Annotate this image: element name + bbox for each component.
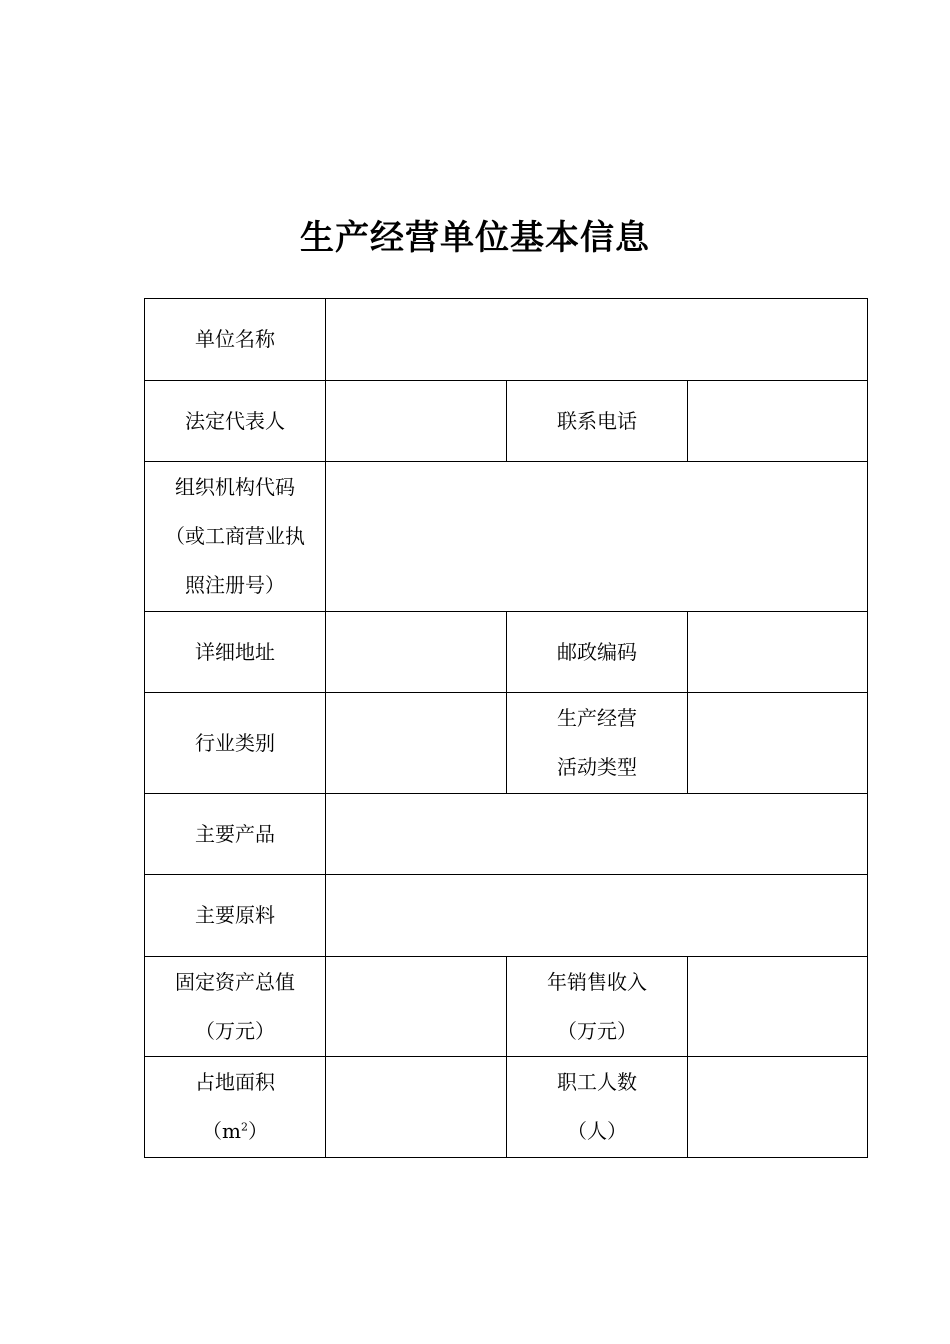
label-org-code-line2: （或工商营业执 (165, 524, 305, 548)
label-employees-line2: （人） (567, 1119, 627, 1143)
label-employees-line1: 职工人数 (557, 1070, 637, 1094)
label-org-code-line3: 照注册号） (185, 573, 285, 597)
label-postal-code: 邮政编码 (507, 612, 688, 693)
label-fixed-assets-line1: 固定资产总值 (175, 969, 295, 994)
field-employees[interactable] (688, 1057, 868, 1158)
label-area-line2 (145, 1107, 325, 1156)
field-main-materials[interactable] (326, 875, 868, 957)
label-activity-type-line1: 生产经营 (557, 706, 637, 730)
label-area-unit-sup: 2 (240, 1120, 248, 1134)
label-main-materials: 主要原料 (145, 875, 326, 957)
label-org-code (145, 462, 326, 612)
label-area-unit-post: ） (247, 1119, 268, 1143)
label-fixed-assets (145, 957, 326, 1057)
label-unit-name: 单位名称 (145, 299, 326, 381)
field-fixed-assets[interactable] (326, 957, 507, 1057)
label-annual-sales (507, 957, 688, 1057)
label-employees (507, 1057, 688, 1158)
field-main-products[interactable] (326, 794, 868, 875)
row-main-materials (145, 875, 868, 957)
label-annual-sales-line1: 年销售收入 (547, 969, 647, 994)
field-area[interactable] (326, 1057, 507, 1158)
row-area (145, 1057, 868, 1158)
page-title: 生产经营单位基本信息 (300, 218, 650, 258)
field-org-code[interactable] (326, 462, 868, 612)
field-legal-rep[interactable] (326, 381, 507, 462)
label-activity-type-line2: 活动类型 (557, 755, 637, 779)
row-main-products (145, 794, 868, 875)
row-legal-rep (145, 381, 868, 462)
field-annual-sales[interactable] (688, 957, 868, 1057)
field-postal-code[interactable] (688, 612, 868, 693)
field-activity-type[interactable] (688, 693, 868, 794)
row-industry (145, 693, 868, 794)
label-activity-type (507, 693, 688, 794)
label-main-products: 主要产品 (145, 794, 326, 875)
label-area-unit-pre: （m (202, 1119, 241, 1143)
label-address: 详细地址 (145, 612, 326, 693)
row-fixed-assets (145, 957, 868, 1057)
label-annual-sales-line2: （万元） (557, 1018, 637, 1043)
label-industry: 行业类别 (145, 693, 326, 794)
label-org-code-line1: 组织机构代码 (175, 475, 295, 499)
label-area (145, 1057, 326, 1158)
info-table (144, 298, 868, 1158)
label-fixed-assets-line2: （万元） (195, 1018, 275, 1043)
field-phone[interactable] (688, 381, 868, 462)
row-address (145, 612, 868, 693)
field-address[interactable] (326, 612, 507, 693)
row-unit-name (145, 299, 868, 381)
field-unit-name[interactable] (326, 299, 868, 381)
label-area-line1: 占地面积 (195, 1070, 275, 1094)
row-org-code (145, 462, 868, 612)
label-phone: 联系电话 (507, 381, 688, 462)
field-industry[interactable] (326, 693, 507, 794)
label-legal-rep: 法定代表人 (145, 381, 326, 462)
